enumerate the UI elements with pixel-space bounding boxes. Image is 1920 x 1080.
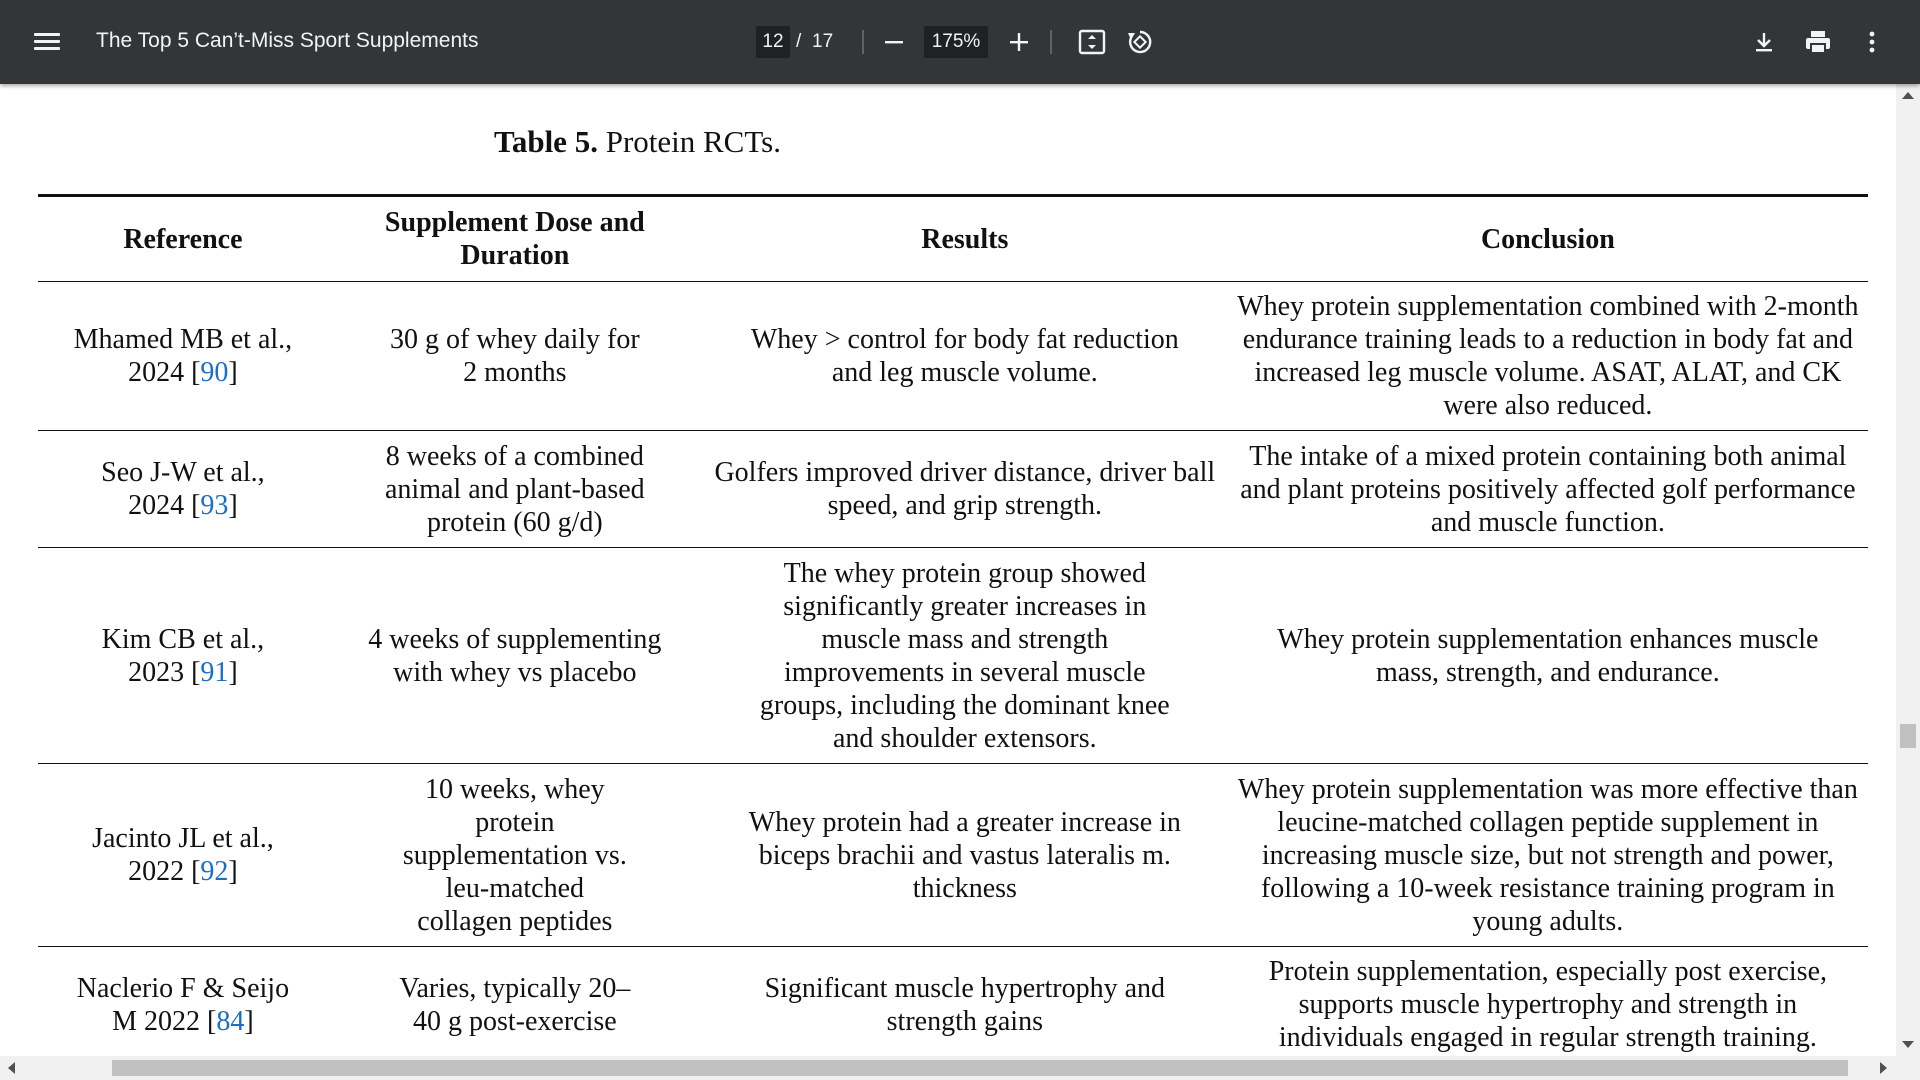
vertical-scroll-thumb[interactable] — [1900, 724, 1916, 748]
print-button[interactable] — [1798, 22, 1838, 62]
zoom-out-icon — [883, 31, 905, 53]
cell-dose: 8 weeks of a combined animal and plant-based protein (60 g/d) — [328, 431, 702, 548]
reference-authors: Jacinto JL et al., — [92, 823, 274, 854]
cell-results: Significant muscle hypertrophy and strength gains — [702, 947, 1228, 1057]
reference-year: 2024 [ — [128, 490, 201, 521]
citation-bracket: ] — [228, 490, 238, 521]
rotate-icon — [1126, 28, 1154, 56]
header-results: Results — [702, 196, 1228, 282]
horizontal-scrollbar[interactable] — [0, 1056, 1920, 1080]
pdf-page-view — [0, 84, 1896, 1056]
table-caption-text: Protein RCTs. — [597, 124, 781, 159]
citation-link[interactable]: 90 — [200, 357, 229, 388]
scroll-up-icon[interactable] — [1902, 92, 1914, 99]
table-row — [38, 548, 1868, 764]
vertical-scrollbar[interactable] — [1896, 84, 1920, 1056]
page-separator: / — [796, 31, 802, 52]
cell-results: Golfers improved driver distance, driver ball speed, and grip strength. — [702, 431, 1228, 548]
table-header-row — [38, 196, 1868, 282]
citation-bracket: ] — [228, 656, 238, 688]
table-caption-label: Table 5. — [494, 124, 598, 159]
reference-year: 2023 [ — [128, 656, 201, 688]
document-title: The Top 5 Can’t-Miss Sport Supplements — [96, 29, 479, 52]
header-reference: Reference — [38, 196, 328, 282]
cell-conclusion: Whey protein supplementation was more effective than leucine-matched collagen peptide supplement in increasing muscle size, but not strength and power, following a 10-week resistance training program in young adults. — [1228, 764, 1868, 947]
cell-conclusion: Protein supplementation, especially post exercise, supports muscle hypertrophy and strength in individuals engaged in regular strength training. — [1228, 947, 1868, 1057]
zoom-level-input[interactable]: 175% — [924, 26, 988, 58]
print-icon — [1804, 29, 1832, 55]
header-conclusion: Conclusion — [1228, 196, 1868, 282]
cell-reference — [38, 282, 328, 431]
cell-reference — [38, 548, 328, 764]
cell-results: Whey protein had a greater increase in biceps brachii and vastus lateralis m. thickness — [702, 764, 1228, 947]
reference-year: 2022 [ — [128, 856, 201, 887]
pdf-toolbar — [0, 0, 1920, 84]
horizontal-scroll-thumb[interactable] — [112, 1060, 1848, 1076]
download-icon — [1752, 30, 1776, 54]
citation-link[interactable]: 84 — [216, 1005, 245, 1037]
citation-link[interactable]: 93 — [200, 490, 229, 521]
cell-reference — [38, 431, 328, 548]
cell-results: The whey protein group showed significantly greater increases in muscle mass and strength improvements in several muscle groups, including the dominant knee and shoulder extensors. — [702, 548, 1228, 764]
more-options-button[interactable] — [1852, 22, 1892, 62]
zoom-out-button[interactable] — [874, 22, 914, 62]
reference-authors: Kim CB et al., — [101, 623, 265, 655]
citation-bracket: ] — [228, 856, 238, 887]
protein-rct-table — [38, 194, 1868, 1056]
reference-year: 2024 [ — [128, 357, 201, 388]
cell-results: Whey > control for body fat reduction and leg muscle volume. — [702, 282, 1228, 431]
cell-conclusion: Whey protein supplementation combined with 2-month endurance training leads to a reduction in body fat and increased leg muscle volume. ASAT, ALAT, and CK were also reduced. — [1228, 282, 1868, 431]
cell-dose: Varies, typically 20–40 g post-exercise — [328, 947, 702, 1057]
citation-link[interactable]: 91 — [200, 656, 229, 688]
toolbar-divider — [1050, 30, 1052, 54]
reference-year: M 2022 [ — [112, 1005, 217, 1037]
scroll-right-icon[interactable] — [1880, 1062, 1887, 1074]
cell-reference — [38, 764, 328, 947]
cell-dose: 10 weeks, whey protein supplementation vs. leu-matched collagen peptides — [328, 764, 702, 947]
reference-authors: Mhamed MB et al., — [73, 324, 293, 355]
scroll-down-icon[interactable] — [1902, 1041, 1914, 1048]
cell-dose: 4 weeks of supplementing with whey vs placebo — [328, 548, 702, 764]
cell-reference — [38, 947, 328, 1057]
cell-conclusion: The intake of a mixed protein containing both animal and plant proteins positively affected golf performance and muscle function. — [1228, 431, 1868, 548]
table-caption — [494, 124, 781, 160]
more-options-icon — [1868, 30, 1876, 54]
table-row — [38, 282, 1868, 431]
reference-authors: Naclerio F & Seijo — [76, 972, 290, 1004]
citation-bracket: ] — [228, 357, 238, 388]
zoom-in-button[interactable] — [999, 22, 1039, 62]
reference-authors: Seo J-W et al., — [101, 457, 265, 488]
table-row — [38, 947, 1868, 1057]
page-number-input[interactable]: 12 — [756, 26, 790, 58]
scroll-left-icon[interactable] — [8, 1062, 15, 1074]
table-row — [38, 431, 1868, 548]
fit-page-icon — [1078, 29, 1106, 55]
cell-conclusion: Whey protein supplementation enhances muscle mass, strength, and endurance. — [1228, 548, 1868, 764]
cell-dose: 30 g of whey daily for 2 months — [328, 282, 702, 431]
header-dose-duration: Supplement Dose and Duration — [328, 196, 702, 282]
citation-link[interactable]: 92 — [200, 856, 229, 887]
zoom-in-icon — [1008, 31, 1030, 53]
rotate-button[interactable] — [1120, 22, 1160, 62]
total-pages: 17 — [812, 31, 834, 52]
table-row — [38, 764, 1868, 947]
citation-bracket: ] — [244, 1005, 254, 1037]
menu-icon[interactable] — [34, 28, 60, 56]
download-button[interactable] — [1744, 22, 1784, 62]
toolbar-divider — [862, 30, 864, 54]
fit-page-button[interactable] — [1072, 22, 1112, 62]
